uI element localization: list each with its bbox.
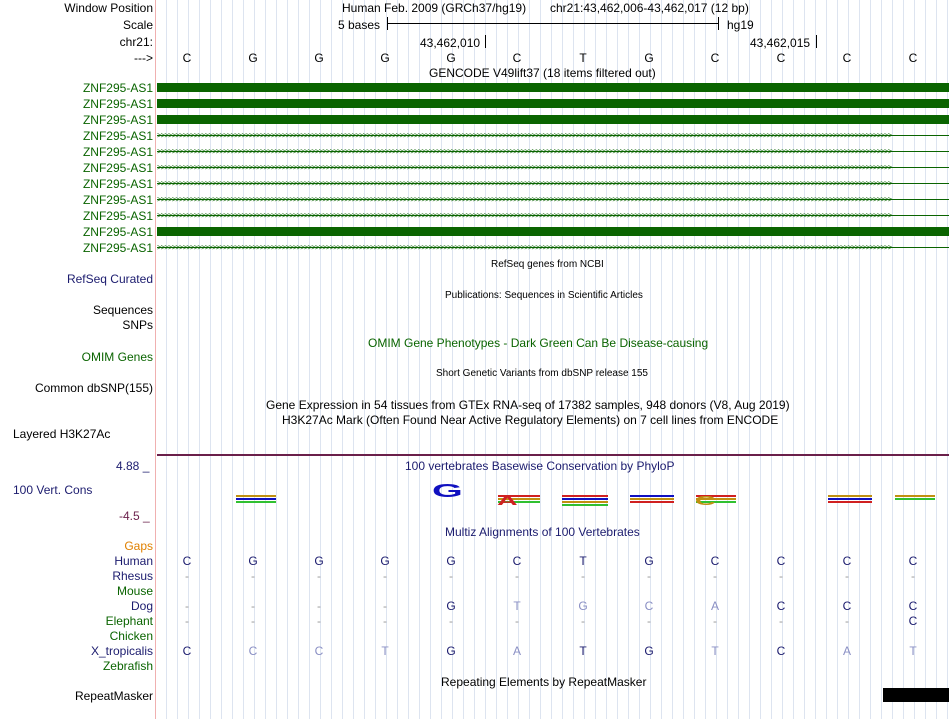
sequences-track-label[interactable]: Sequences [92, 303, 153, 317]
species-label[interactable]: Human [114, 554, 153, 568]
phylop-logo-band [630, 501, 674, 503]
pubs-track-title[interactable]: Publications: Sequences in Scientific Articles [445, 290, 643, 301]
alignment-base: G [644, 644, 654, 658]
alignment-base: C [908, 554, 918, 568]
strand-arrows-icon: >>>>>>>>>>>>>>>>>>>>>>>>>>>>>>>>>>>>>>>>>>>>>>>>>>>>>>>>>>>>>>>>>>>>>>>>>>>>>>>>>>>>>>>>>>>>>>>>>>>>>>>>>>>>>>>>>>>>>>>>>>>>>>>>>>>>>>>>>>>>>>>>>>>>>>>>>>>>>>>>>>>>>>>>>>>>>>>>>>>>>>>>>>>>>>>>>>>>>>>> [157, 211, 892, 220]
alignment-base: C [710, 554, 720, 568]
alignment-base: C [182, 644, 192, 658]
gencode-item-label[interactable]: ZNF295-AS1 [82, 177, 153, 191]
scale-bar [387, 23, 718, 24]
window-position-label: Window Position [64, 1, 153, 15]
alignment-base: T [711, 644, 719, 658]
alignment-base: - [779, 569, 783, 583]
alignment-base: - [185, 569, 189, 583]
repeatmasker-track-title[interactable]: Repeating Elements by RepeatMasker [441, 675, 647, 689]
phylop-logo-stack [828, 495, 872, 504]
alignment-base: G [248, 554, 258, 568]
base-letter: C [710, 51, 720, 65]
phylop-logo-band [236, 495, 276, 497]
alignment-base: - [581, 614, 585, 628]
alignment-base: C [776, 644, 786, 658]
h3k27ac-track-label[interactable]: Layered H3K27Ac [13, 427, 111, 441]
gencode-exon-block[interactable] [157, 115, 949, 124]
phylop-logo-stack [562, 495, 608, 507]
gtex-track-title[interactable]: Gene Expression in 54 tissues from GTEx RNA-seq of 17382 samples, 948 donors (V8, Aug 2019) [266, 398, 790, 412]
gencode-intron-line[interactable] [157, 211, 949, 220]
species-label[interactable]: Chicken [109, 629, 153, 643]
phylop-logo-glyph: A [497, 493, 518, 508]
alignment-base: C [908, 614, 918, 628]
alignment-base: - [383, 569, 387, 583]
phylop-logo-band [895, 498, 935, 500]
alignment-base: - [515, 569, 519, 583]
alignment-base: C [182, 554, 192, 568]
gencode-intron-line[interactable] [157, 163, 949, 172]
gencode-item-label[interactable]: ZNF295-AS1 [82, 193, 153, 207]
gencode-exon-block[interactable] [157, 83, 949, 92]
refseq-track-title[interactable]: RefSeq genes from NCBI [491, 259, 604, 270]
alignment-base: C [512, 554, 522, 568]
alignment-base: - [449, 614, 453, 628]
base-letter: C [182, 51, 192, 65]
alignment-base: - [845, 614, 849, 628]
gencode-item-label[interactable]: ZNF295-AS1 [82, 225, 153, 239]
base-letter: C [776, 51, 786, 65]
alignment-base: G [446, 599, 456, 613]
strand-label: ---> [134, 51, 153, 65]
coord-tick-2: 43,462,015 [750, 36, 811, 50]
phylop-logo-band [562, 504, 608, 506]
alignment-base: G [578, 599, 588, 613]
alignment-base: - [911, 569, 915, 583]
alignment-base: - [713, 569, 717, 583]
strand-arrows-icon: >>>>>>>>>>>>>>>>>>>>>>>>>>>>>>>>>>>>>>>>>>>>>>>>>>>>>>>>>>>>>>>>>>>>>>>>>>>>>>>>>>>>>>>>>>>>>>>>>>>>>>>>>>>>>>>>>>>>>>>>>>>>>>>>>>>>>>>>>>>>>>>>>>>>>>>>>>>>>>>>>>>>>>>>>>>>>>>>>>>>>>>>>>>>>>>>>>>>>>>> [157, 131, 892, 140]
gencode-item-label[interactable]: ZNF295-AS1 [82, 209, 153, 223]
alignment-base: T [381, 644, 389, 658]
gaps-label: Gaps [124, 539, 153, 553]
gencode-exon-block[interactable] [157, 99, 949, 108]
alignment-base: - [581, 569, 585, 583]
gencode-item-label[interactable]: ZNF295-AS1 [82, 145, 153, 159]
species-label[interactable]: Mouse [116, 584, 153, 598]
alignment-base: - [185, 599, 189, 613]
alignment-base: - [647, 569, 651, 583]
alignment-base: - [185, 614, 189, 628]
phylop-logo-band [562, 495, 608, 497]
alignment-base: - [317, 599, 321, 613]
gencode-intron-line[interactable] [157, 179, 949, 188]
base-letter: C [908, 51, 918, 65]
coord-tick-1-mark [485, 35, 486, 48]
phylop-logo-band [562, 498, 608, 500]
alignment-base: A [710, 599, 719, 613]
alignment-base: C [776, 554, 786, 568]
alignment-base: G [446, 554, 456, 568]
chrom-label: chr21: [119, 35, 153, 49]
omim-track-label[interactable]: OMIM Genes [81, 350, 153, 364]
alignment-base: G [446, 644, 456, 658]
cons-track-title[interactable]: 100 vertebrates Basewise Conservation by PhyloP [405, 459, 675, 473]
omim-track-title[interactable]: OMIM Gene Phenotypes - Dark Green Can Be Disease-causing [368, 336, 709, 350]
gencode-item-label[interactable]: ZNF295-AS1 [82, 161, 153, 175]
phylop-logo-band [828, 498, 872, 500]
phylop-logo-glyph: G [432, 481, 463, 501]
alignment-base: - [713, 614, 717, 628]
alignment-base: T [579, 644, 587, 658]
alignment-base: C [314, 644, 324, 658]
gencode-item-label[interactable]: ZNF295-AS1 [82, 113, 153, 127]
alignment-base: - [515, 614, 519, 628]
dbsnp-track-label[interactable]: Common dbSNP(155) [34, 381, 153, 395]
coord-tick-1: 43,462,010 [420, 36, 481, 50]
alignment-base: C [248, 644, 258, 658]
h3k27ac-signal-line [157, 454, 949, 456]
alignment-base: G [314, 554, 324, 568]
alignment-base: - [383, 599, 387, 613]
snps-track-label[interactable]: SNPs [122, 318, 153, 332]
phylop-logo-band [828, 495, 872, 497]
position-readout: chr21:43,462,006-43,462,017 (12 bp) [550, 1, 749, 15]
alignment-base: A [512, 644, 521, 658]
alignment-base: C [776, 599, 786, 613]
alignment-base: - [317, 569, 321, 583]
base-letter: G [248, 51, 258, 65]
coord-tick-2-mark [816, 35, 817, 48]
alignment-base: G [380, 554, 390, 568]
alignment-base: T [513, 599, 521, 613]
alignment-base: C [644, 599, 654, 613]
alignment-base: C [842, 599, 852, 613]
strand-arrows-icon: >>>>>>>>>>>>>>>>>>>>>>>>>>>>>>>>>>>>>>>>>>>>>>>>>>>>>>>>>>>>>>>>>>>>>>>>>>>>>>>>>>>>>>>>>>>>>>>>>>>>>>>>>>>>>>>>>>>>>>>>>>>>>>>>>>>>>>>>>>>>>>>>>>>>>>>>>>>>>>>>>>>>>>>>>>>>>>>>>>>>>>>>>>>>>>>>>>>>>>>> [157, 147, 892, 156]
base-letter: G [380, 51, 390, 65]
label-divider [155, 0, 156, 719]
alignment-base: - [779, 614, 783, 628]
db-label: hg19 [727, 18, 754, 32]
species-label[interactable]: X_tropicalis [90, 644, 153, 658]
phylop-logo-stack [895, 495, 935, 501]
scale-bar-right-tick [718, 17, 719, 30]
alignment-base: - [317, 614, 321, 628]
alignment-base: C [908, 599, 918, 613]
cons-max-label: 4.88 _ [116, 459, 150, 473]
phylop-logo-band [562, 501, 608, 503]
scale-text: 5 bases [338, 18, 381, 32]
base-letter: G [644, 51, 654, 65]
dbsnp-track-title[interactable]: Short Genetic Variants from dbSNP release 155 [436, 368, 648, 379]
gencode-intron-line[interactable] [157, 131, 949, 140]
alignment-base: A [842, 644, 851, 658]
gencode-track-title[interactable]: GENCODE V49lift37 (18 items filtered out) [429, 66, 656, 80]
phylop-logo-stack [630, 495, 674, 504]
base-letter: C [512, 51, 522, 65]
base-letter: G [314, 51, 324, 65]
alignment-base: - [647, 614, 651, 628]
strand-arrows-icon: >>>>>>>>>>>>>>>>>>>>>>>>>>>>>>>>>>>>>>>>>>>>>>>>>>>>>>>>>>>>>>>>>>>>>>>>>>>>>>>>>>>>>>>>>>>>>>>>>>>>>>>>>>>>>>>>>>>>>>>>>>>>>>>>>>>>>>>>>>>>>>>>>>>>>>>>>>>>>>>>>>>>>>>>>>>>>>>>>>>>>>>>>>>>>>>>>>>>>>>> [157, 243, 892, 252]
alignment-base: - [383, 614, 387, 628]
alignment-base: T [579, 554, 587, 568]
species-label[interactable]: Dog [130, 599, 153, 613]
strand-arrows-icon: >>>>>>>>>>>>>>>>>>>>>>>>>>>>>>>>>>>>>>>>>>>>>>>>>>>>>>>>>>>>>>>>>>>>>>>>>>>>>>>>>>>>>>>>>>>>>>>>>>>>>>>>>>>>>>>>>>>>>>>>>>>>>>>>>>>>>>>>>>>>>>>>>>>>>>>>>>>>>>>>>>>>>>>>>>>>>>>>>>>>>>>>>>>>>>>>>>>>>>>> [157, 163, 892, 172]
phylop-logo-band [895, 495, 935, 497]
species-label[interactable]: Zebrafish [102, 659, 153, 673]
alignment-base: T [909, 644, 917, 658]
gencode-item-label[interactable]: ZNF295-AS1 [82, 81, 153, 95]
gencode-intron-line[interactable] [157, 243, 949, 252]
strand-arrows-icon: >>>>>>>>>>>>>>>>>>>>>>>>>>>>>>>>>>>>>>>>>>>>>>>>>>>>>>>>>>>>>>>>>>>>>>>>>>>>>>>>>>>>>>>>>>>>>>>>>>>>>>>>>>>>>>>>>>>>>>>>>>>>>>>>>>>>>>>>>>>>>>>>>>>>>>>>>>>>>>>>>>>>>>>>>>>>>>>>>>>>>>>>>>>>>>>>>>>>>>>> [157, 195, 892, 204]
gencode-item-label[interactable]: ZNF295-AS1 [82, 241, 153, 255]
alignment-base: - [251, 569, 255, 583]
alignment-base: - [251, 599, 255, 613]
gencode-exon-block[interactable] [157, 227, 949, 236]
multiz-track-title[interactable]: Multiz Alignments of 100 Vertebrates [445, 525, 640, 539]
cons-track-label[interactable]: 100 Vert. Cons [13, 483, 93, 497]
alignment-base: - [449, 569, 453, 583]
gencode-intron-line[interactable] [157, 195, 949, 204]
h3k27ac-track-title[interactable]: H3K27Ac Mark (Often Found Near Active Regulatory Elements) on 7 cell lines from ENCODE [282, 413, 779, 427]
phylop-logo-band [236, 498, 276, 500]
species-label[interactable]: Rhesus [112, 569, 153, 583]
alignment-base: - [845, 569, 849, 583]
phylop-logo-band [630, 495, 674, 497]
repeatmasker-track-label[interactable]: RepeatMasker [74, 689, 153, 703]
alignment-base: - [251, 614, 255, 628]
species-label[interactable]: Elephant [105, 614, 153, 628]
base-letter: T [579, 51, 587, 65]
phylop-logo-stack [236, 495, 276, 504]
gencode-item-label[interactable]: ZNF295-AS1 [82, 97, 153, 111]
refseq-track-label[interactable]: RefSeq Curated [66, 272, 153, 286]
base-letter: C [842, 51, 852, 65]
phylop-logo-band [828, 501, 872, 503]
scale-label: Scale [122, 18, 153, 32]
cons-min-label: -4.5 _ [119, 509, 150, 523]
gencode-item-label[interactable]: ZNF295-AS1 [82, 129, 153, 143]
phylop-logo-band [236, 501, 276, 503]
phylop-logo-band [630, 498, 674, 500]
base-letter: G [446, 51, 456, 65]
assembly-label: Human Feb. 2009 (GRCh37/hg19) [342, 1, 527, 15]
strand-arrows-icon: >>>>>>>>>>>>>>>>>>>>>>>>>>>>>>>>>>>>>>>>>>>>>>>>>>>>>>>>>>>>>>>>>>>>>>>>>>>>>>>>>>>>>>>>>>>>>>>>>>>>>>>>>>>>>>>>>>>>>>>>>>>>>>>>>>>>>>>>>>>>>>>>>>>>>>>>>>>>>>>>>>>>>>>>>>>>>>>>>>>>>>>>>>>>>>>>>>>>>>>> [157, 179, 892, 188]
gencode-intron-line[interactable] [157, 147, 949, 156]
repeat-element[interactable] [883, 688, 949, 702]
phylop-logo-glyph: C [695, 493, 716, 508]
alignment-base: G [644, 554, 654, 568]
alignment-base: C [842, 554, 852, 568]
